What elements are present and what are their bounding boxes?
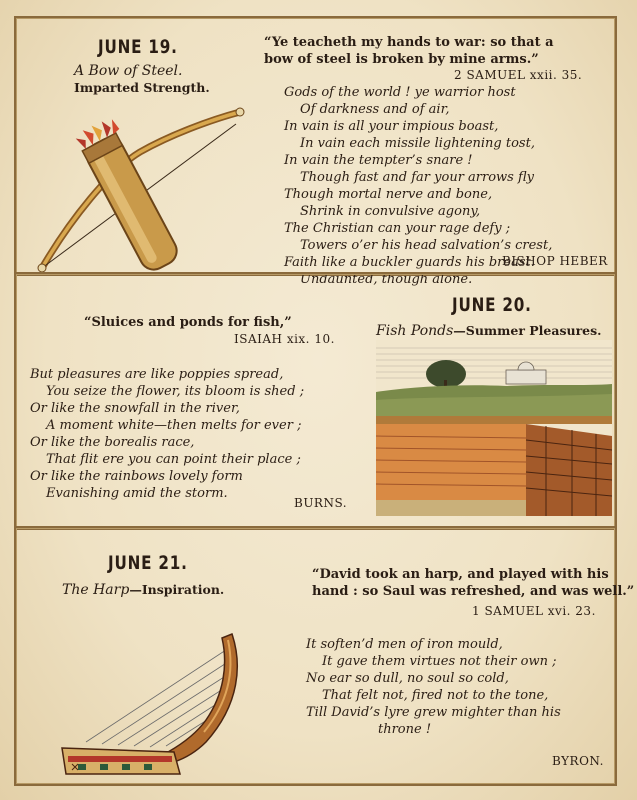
entry-date: JUNE 19. (98, 36, 178, 58)
poem: It soften’d men of iron mould, It gave them virtues not their own ; No ear so dull, no soul so cold, That felt not, fired not to the tone, Till David’s lyre grew mighter than his throne ! (306, 637, 561, 737)
entry-subtitle: Fish Ponds (376, 323, 454, 339)
entry-subtitle-line (62, 579, 224, 598)
entry-june-20 (14, 272, 617, 530)
entry-june-21 (14, 526, 635, 786)
bow-and-quiver-illustration (30, 100, 248, 276)
scripture-quote: “Sluices and ponds for fish,” (84, 315, 292, 330)
entry-june-19 (14, 16, 617, 287)
scripture-quote: “David took an harp, and played with his hand : so Saul was refreshed, and was well.” (312, 567, 635, 599)
fish-ponds-landscape-illustration (376, 340, 612, 516)
entry-theme: Imparted Strength. (74, 80, 210, 95)
scripture-reference: ISAIAH xix. 10. (234, 332, 335, 346)
poem-attribution: BYRON. (552, 754, 604, 768)
entry-theme: —Inspiration. (129, 582, 225, 597)
entry-date: JUNE 21. (108, 552, 188, 574)
harp-illustration (56, 624, 256, 780)
entry-subtitle: The Harp (62, 582, 130, 598)
entry-theme: —Summer Pleasures. (453, 323, 602, 338)
poem-attribution: BURNS. (294, 496, 348, 510)
entry-subtitle: A Bow of Steel. (74, 63, 183, 79)
poem: Gods of the world ! ye warrior host Of darkness and of air, In vain is all your impious boast, In vain each missile lightening tost, In vain the tempter’s snare ! Though fast and far your arrows fly Though mortal nerve and bone, Shrink in convulsive agony, The Christian can your rage defy ; Towers o’er his head salvation’s crest, Faith like a buckler guards his breast. Undaunted, though alone. (284, 85, 553, 287)
poem-attribution: BISHOP HEBER (502, 254, 608, 268)
entry-date: JUNE 20. (452, 294, 532, 316)
scripture-reference: 1 SAMUEL xvi. 23. (472, 604, 596, 618)
entry-subtitle-line (376, 320, 602, 339)
scripture-quote: “Ye teacheth my hands to war: so that a bow of steel is broken by mine arms.” (264, 35, 554, 67)
scripture-reference: 2 SAMUEL xxii. 35. (454, 68, 583, 82)
poem: But pleasures are like poppies spread, You seize the flower, its bloom is shed ; Or like the snowfall in the river, A moment white—then melts for ever ; Or like the borealis race, That flit ere you can point their place ; Or like the rainbows lovely form Evanishing amid the storm. (30, 367, 305, 501)
